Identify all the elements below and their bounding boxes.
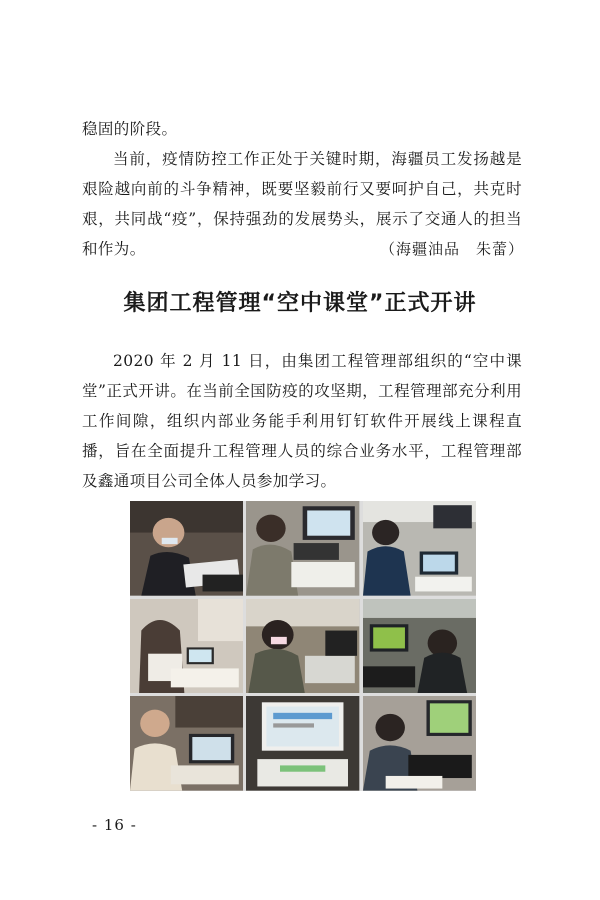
photo-1 bbox=[130, 501, 243, 596]
photo-4 bbox=[130, 599, 243, 694]
photo-7 bbox=[130, 696, 243, 791]
photo-2 bbox=[246, 501, 359, 596]
photo-9 bbox=[363, 696, 476, 791]
photo-3 bbox=[363, 501, 476, 596]
photo-8 bbox=[246, 696, 359, 791]
paragraph-continuation: 稳固的阶段。 bbox=[82, 120, 178, 138]
article-body: 2020 年 2 月 11 日，由集团工程管理部组织的“空中课堂”正式开讲。在当前全国防疫的攻坚期，工程管理部充分利用工作间隙，组织内部业务能手利用钉钉软件开展线上课程直播，旨在全面提升工程管理人员的综合业务水平，工程管理部及鑫通项目公司全体人员参加学习。 bbox=[82, 352, 522, 490]
byline: （海疆油品 朱蕾） bbox=[380, 240, 525, 258]
photo-collage bbox=[130, 501, 476, 791]
article-title: 集团工程管理“空中课堂”正式开讲 bbox=[123, 291, 477, 316]
paragraph-epidemic: 当前，疫情防控工作正处于关键时期，海疆员工发扬越是艰险越向前的斗争精神，既要坚毅前行又要呵护自己，共克时艰，共同战“疫”，保持强劲的发展势头，展示了交通人的担当和作为。 bbox=[82, 150, 522, 258]
photo-5 bbox=[246, 599, 359, 694]
photo-6 bbox=[363, 599, 476, 694]
page-number: - 16 - bbox=[92, 816, 137, 834]
